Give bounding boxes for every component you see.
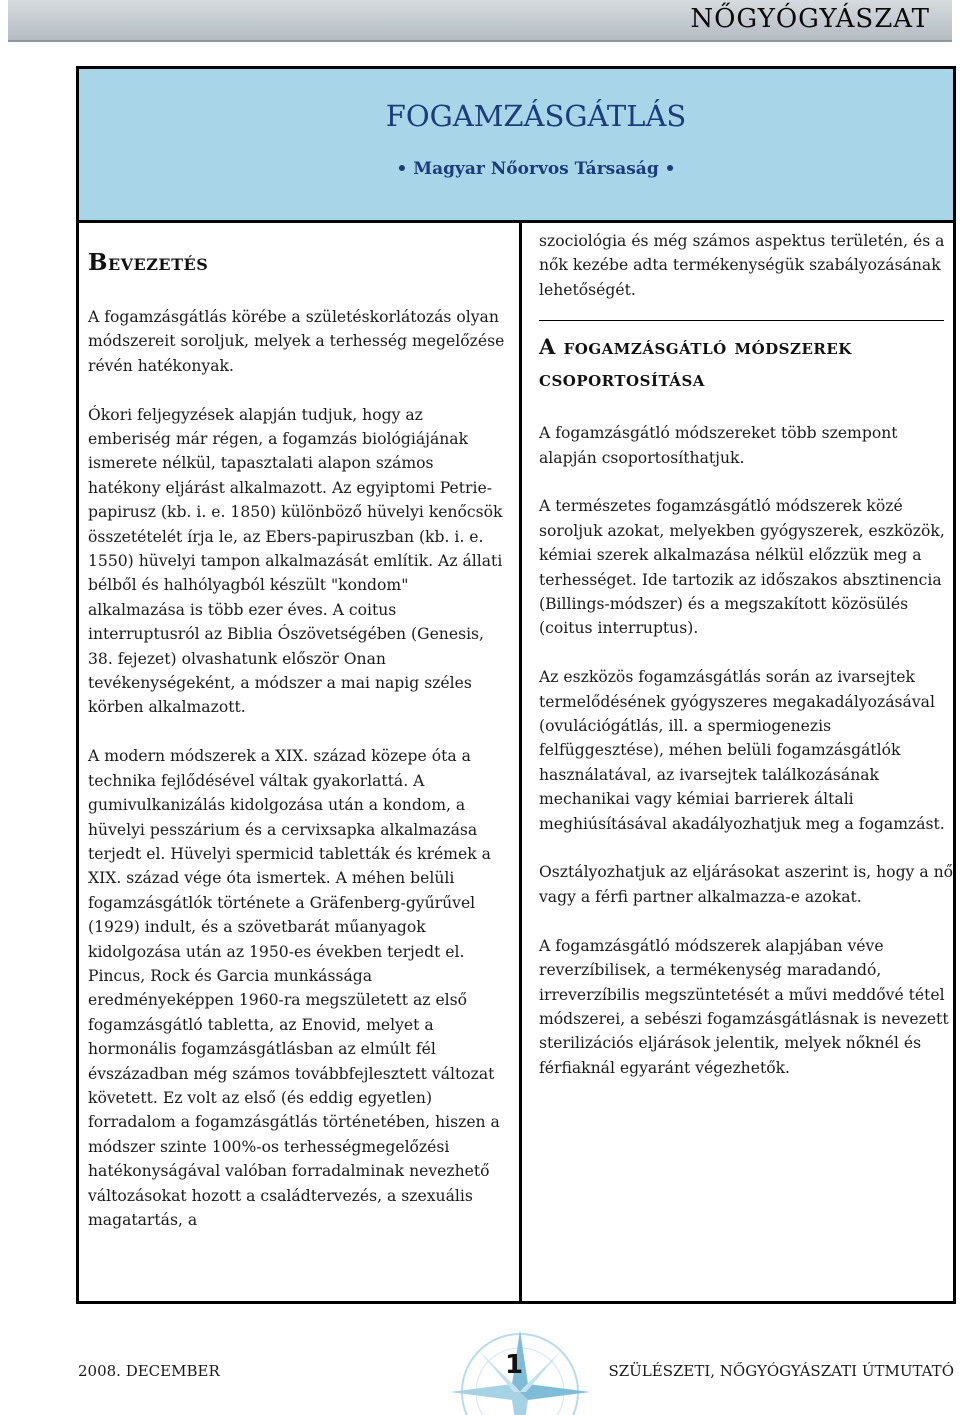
section-rule [539, 320, 944, 321]
organization-name: • Magyar Nőorvos Társaság • [396, 159, 676, 179]
intro-paragraph: A fogamzásgátlás körébe a születéskorlátozás olyan módszereit soroljuk, melyek a terhesség megelőzése révén hatékonyak. [88, 308, 505, 375]
grouping-paragraph: A fogamzásgátló módszereket több szempont alapján csoportosíthatjuk. [539, 424, 898, 467]
grouping-heading: A fogamzásgátló módszerek csoportosítása [539, 334, 852, 392]
intro-heading: Bevezetés [88, 249, 209, 276]
article-frame [76, 66, 956, 1304]
page-number: 1 [505, 1350, 524, 1380]
footer-guide-title: SZÜLÉSZETI, NŐGYÓGYÁSZATI ÚTMUTATÓ [608, 1362, 954, 1380]
history-paragraph: Ókori feljegyzések alapján tudjuk, hogy az emberiség már régen, a fogamzás biológiájának ismerete nélkül, tapasztalati alapon számos hatékony eljárást alkalmazott. Az egyiptomi Petrie-papirusz (kb. i. e. 1850) különböző hüvelyi kenőcsök összetételét írja le, az Ebers-papiruszban (kb. i. e. 1550) hüvelyi tampon alkalmazását említik. Az állati bélből és halhólyagból készült "kondom" alkalmazása is több ezer éves. A coitus interruptusról az Biblia Ószövetségében (Genesis, 38. fejezet) olvashatunk először Onan tevékenységeként, a módszer a mai napig széles körben alkalmazott. [88, 405, 503, 717]
footer-date: 2008. DECEMBER [78, 1362, 220, 1380]
reversibility-paragraph: A fogamzásgátló módszerek alapjában véve reverzíbilisek, a termékenység maradandó, irreverzíbilis megszüntetését a művi meddővé tétel módszerei, a sebészi fogamzásgátlásnak is nevezett sterilizációs eljárások jelentik, melyek nőknél és férfiaknál egyaránt végezhetők. [539, 936, 949, 1077]
partner-paragraph: Osztályozhatjuk az eljárásokat aszerint is, hogy a nő vagy a férfi partner alkalmazza-e azokat. [539, 863, 954, 906]
column-divider [519, 220, 522, 1301]
natural-methods-paragraph: A természetes fogamzásgátló módszerek közé soroljuk azokat, melyekben gyógyszerek, eszközök, kémiai szerek alkalmazása nélkül előzzük meg a terhességet. Ide tartozik az időszakos absztinencia (Billings-módszer) és a megszakított közösülés (coitus interruptus). [539, 497, 945, 638]
left-column [88, 233, 508, 1257]
title-banner [79, 69, 953, 223]
section-title: NŐGYÓGYÁSZAT [690, 4, 930, 34]
header-bar [8, 0, 952, 42]
continuation-paragraph: szociológia és még számos aspektus területén, és a nők kezébe adta termékenységük szabályozásának lehetőségét. [539, 232, 945, 299]
document-title: FOGAMZÁSGÁTLÁS [385, 99, 687, 133]
device-methods-paragraph: Az eszközös fogamzásgátlás során az ivarsejtek termelődésének gyógyszeres megakadályozásával (ovulációgátlás, ill. a spermiogenezis felfüggesztése), méhen belüli fogamzásgátlók használatával, az ivarsejtek találkozásának mechanikai vagy kémiai barrierek általi meghiúsításával akadályozhatjuk meg a fogamzást. [539, 668, 945, 833]
right-column [539, 229, 954, 1105]
modern-methods-paragraph: A modern módszerek a XIX. század közepe óta a technika fejlődésével váltak gyakorlattá. A gumivulkanizálás kidolgozása után a kondom, a hüvelyi pesszárium és a cervixsapka alkalmazása terjedt el. Hüvelyi spermicid tabletták és krémek a XIX. század vége óta ismertek. A méhen belüli fogamzásgátlók története a Gräfenberg-gyűrűvel (1929) indult, és a szövetbarát műanyagok kidolgozása után az 1950-es években terjedt el. Pincus, Rock és Garcia munkássága eredményeképpen 1960-ra megszületett az első fogamzásgátló tabletta, az Enovid, melyet a hormonális fogamzásgátlásban az elmúlt fél évszázadban még számos továbbfejlesztett változat követett. Ez volt az első (és eddig egyetlen) forradalom a fogamzásgátlás történetében, hiszen a módszer szinte 100%-os terhességmegelőzési hatékonyságával valóban forradalminak nevezhető változásokat hozott a családtervezés, a szexuális magatartás, a [88, 747, 500, 1229]
